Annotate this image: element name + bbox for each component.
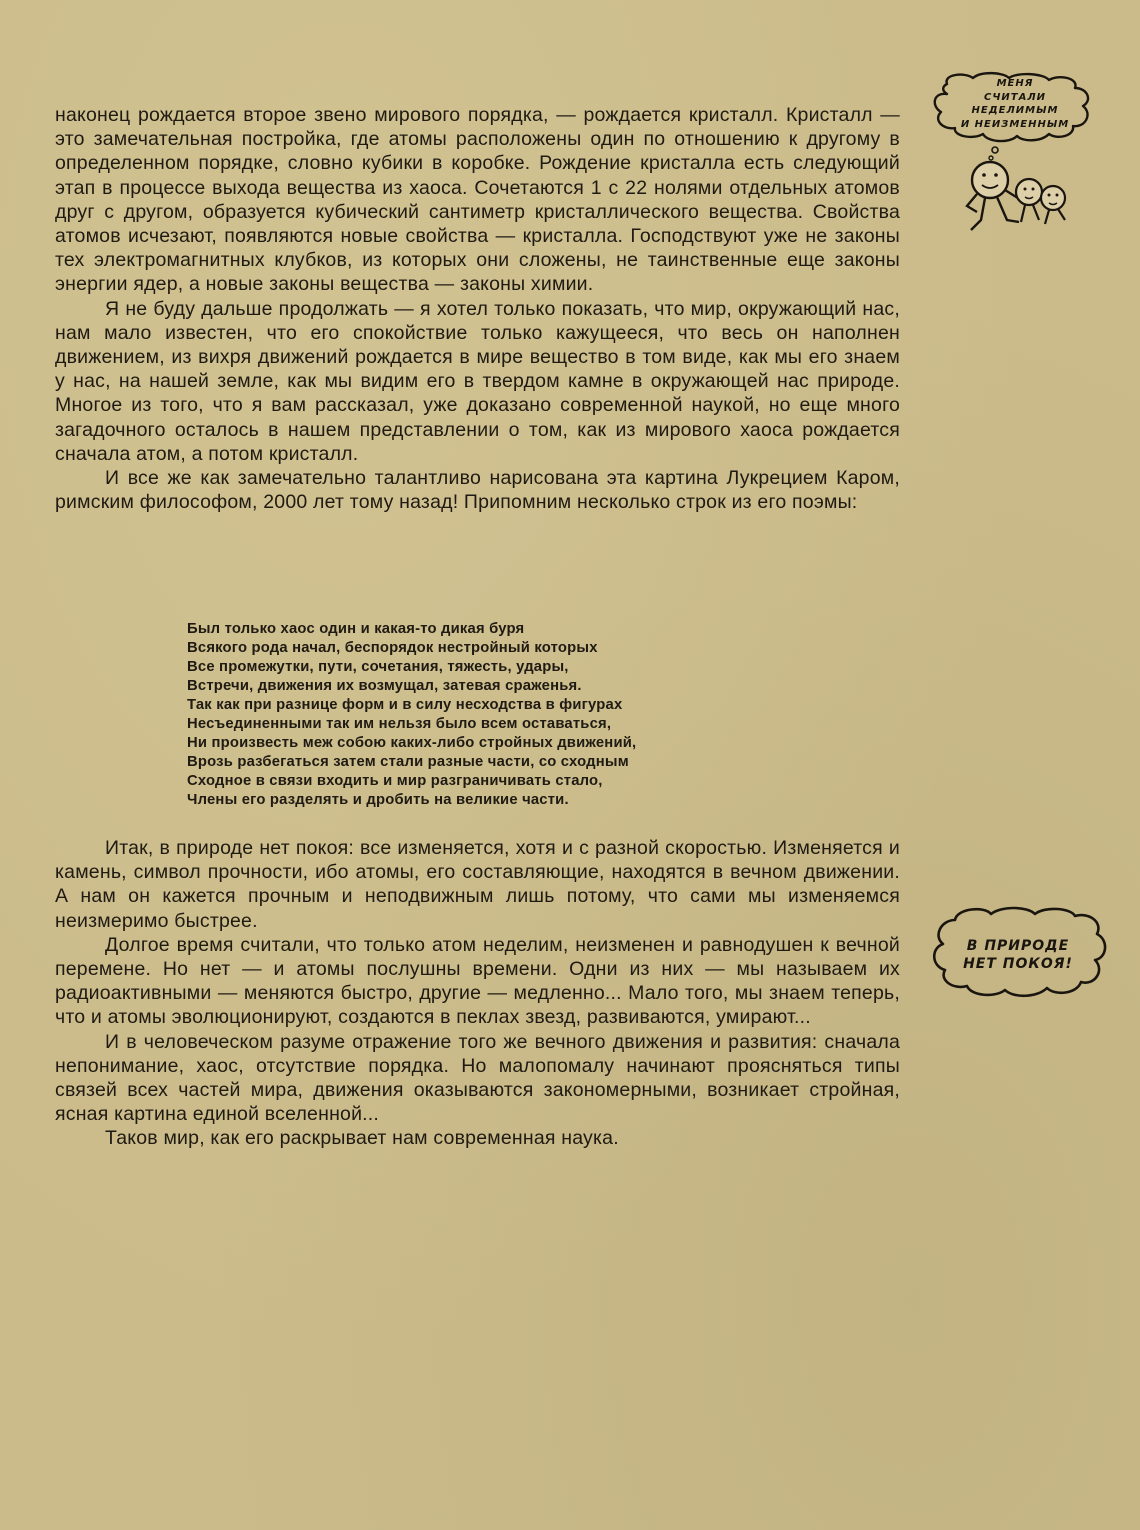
bubble-caption xyxy=(925,77,1105,131)
poem-line: Был только хаос один и какая-то дикая буря xyxy=(187,621,525,637)
cartoon-atoms-illustration xyxy=(925,70,1125,245)
paragraph: Итак, в природе нет покоя: все изменяется, хотя и с разной скоростью. Изменяется и камень, символ прочности, ибо атомы, его составляющие, находятся в вечном движении. А нам он кажется прочным и неподвижным лишь потому, что сами мы изменяемся неизмеримо быстрее. xyxy=(55,837,900,932)
paragraph: Я не буду дальше продолжать — я хотел только показать, что мир, окружающий нас, нам мало известен, что его спокойствие только кажущееся, что весь он наполнен движением, из вихря движений рождается в мире вещество в том виде, как мы его знаем у нас, на нашей земле, как мы видим его в твердом камне в окружающей нас природе. Многое из того, что я вам рассказал, уже доказано современной наукой, но еще много загадочного осталось в нашем представлении о том, как из мирового хаоса рождается сначала атом, а потом кристалл. xyxy=(55,297,900,465)
text-block-top xyxy=(55,103,900,514)
poem-line: Все промежутки, пути, сочетания, тяжесть, удары, xyxy=(187,659,569,675)
poem-quote xyxy=(187,620,827,810)
bubble-line: НЕДЕЛИМЫМ xyxy=(971,105,1059,116)
paragraph: Таков мир, как его раскрывает нам современная наука. xyxy=(105,1127,619,1150)
bubble-line: И НЕИЗМЕННЫМ xyxy=(960,118,1070,130)
poem-line: Ни произвесть меж собою каких-либо стройных движений, xyxy=(187,735,637,751)
paragraph: И в человеческом разуме отражение того же вечного движения и развития: сначала непонимание, хаос, отсутствие порядка. Но малопомалу начинают проясняться типы связей всех частей мира, движения оказываются закономерными, возникает стройная, ясная картина единой вселенной... xyxy=(55,1030,900,1126)
bubble-line: МЕНЯ xyxy=(996,78,1034,89)
poem-line: Так как при разнице форм и в силу несходства в фигурах xyxy=(187,697,623,713)
bubble-line: СЧИТАЛИ xyxy=(983,91,1047,103)
poem-line: Встречи, движения их возмущал, затевая сраженья. xyxy=(187,678,582,694)
poem-line: Врозь разбегаться затем стали разные части, со сходным xyxy=(187,754,629,770)
bubble-caption xyxy=(933,937,1103,973)
poem-line: Несъединенными так им нельзя было всем оставаться, xyxy=(187,716,612,732)
poem-line: Члены его разделять и дробить на великие части. xyxy=(187,792,569,808)
paragraph: наконец рождается второе звено мирового порядка, — рождается кристалл. Кристалл — это замечательная постройка, где атомы расположены один по отношению к другому в определенном порядке, словно кубики в коробке. Рождение кристалла есть следующий этап в процессе выхода вещества из хаоса. Сочетаются 1 с 22 нолями отдельных атомов друг с другом, образуется кубический сантиметр кристаллического вещества. Свойства атомов исчезают, появляются новые свойства — кристалла. Господствуют уже не законы тех электромагнитных клубков, из которых они сложены, не таинственные еще законы энергии ядер, а новые законы вещества — законы химии. xyxy=(55,104,900,296)
cartoon-cloud-illustration xyxy=(925,900,1125,1010)
poem-line: Сходное в связи входить и мир разграничивать стало, xyxy=(187,773,603,789)
bubble-line: НЕТ ПОКОЯ! xyxy=(963,956,1073,972)
bubble-line: В ПРИРОДЕ xyxy=(966,938,1070,954)
poem-line: Всякого рода начал, беспорядок нестройный которых xyxy=(187,640,598,656)
paragraph: Долгое время считали, что только атом неделим, неизменен и равнодушен к вечной перемене. Но нет — и атомы послушны времени. Одни из них — мы называем их радиоактивными — меняются быстро, другие — медленно... Мало того, мы знаем теперь, что и атомы эволюционируют, создаются в пеклах звезд, развиваются, умирают... xyxy=(55,933,900,1029)
paragraph: И все же как замечательно талантливо нарисована эта картина Лукрецием Каром, римским философом, 2000 лет тому назад! Припомним несколько строк из его поэмы: xyxy=(55,467,900,514)
text-block-bottom xyxy=(55,836,900,1151)
